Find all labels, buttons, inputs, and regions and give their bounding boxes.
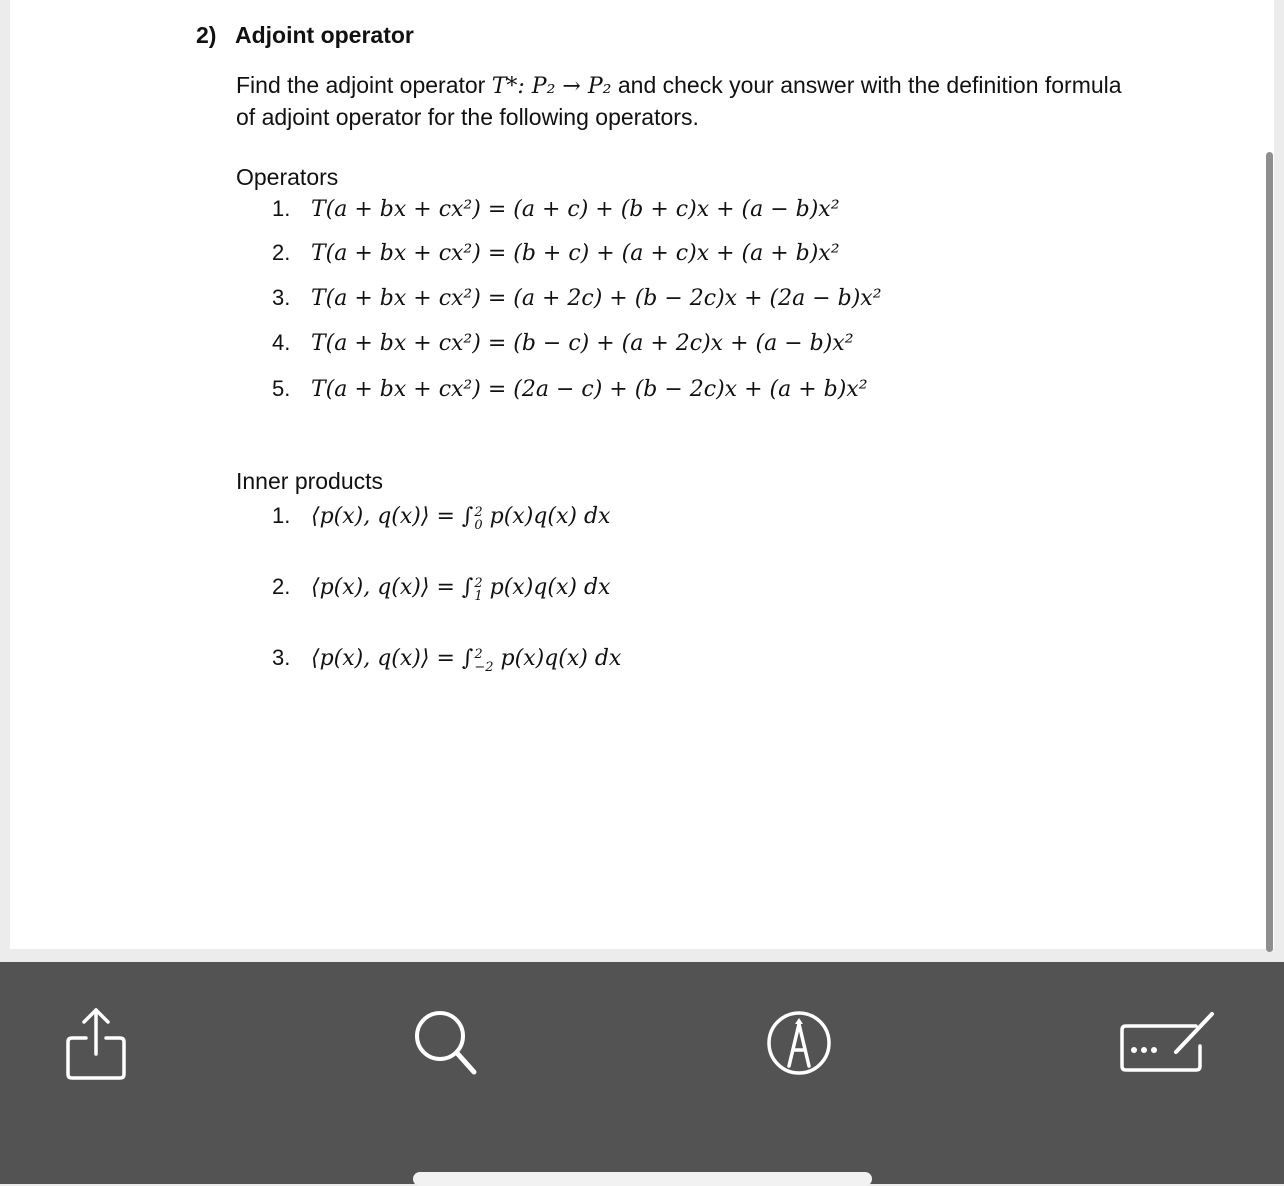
operator-expression: T(a + bx + cx²) = (2a − c) + (b − 2c)x + (a + b)x² xyxy=(311,377,868,402)
lower-limit: −2 xyxy=(474,659,494,675)
integrand: p(x)q(x) dx xyxy=(482,504,611,529)
markup-button[interactable] xyxy=(764,1008,834,1078)
lower-limit: 1 xyxy=(474,588,483,604)
item-number: 4. xyxy=(272,330,291,355)
question-intro xyxy=(236,70,1136,133)
share-button[interactable] xyxy=(62,1002,132,1082)
operator-expression: T(a + bx + cx²) = (a + 2c) + (b − 2c)x + (2a − b)x² xyxy=(311,286,882,311)
intro-text-end: and check your answer with the definition formula of adjoint operator for the following operators. xyxy=(236,72,1122,130)
search-icon xyxy=(410,1006,484,1080)
question-number: 2) xyxy=(196,22,217,48)
upper-limit: 2 xyxy=(474,575,483,591)
item-number: 1. xyxy=(272,196,291,221)
search-button[interactable] xyxy=(410,1006,484,1080)
scrollbar[interactable] xyxy=(1266,152,1273,952)
operator-item xyxy=(272,285,882,311)
document-page xyxy=(10,0,1274,949)
bottom-toolbar xyxy=(0,962,1284,1184)
operator-item xyxy=(272,376,868,402)
intro-text-start: Find the adjoint operator xyxy=(236,72,492,98)
item-number: 2. xyxy=(272,240,291,265)
edit-form-button[interactable] xyxy=(1118,1006,1218,1076)
inner-product-item xyxy=(272,645,621,674)
share-icon xyxy=(62,1002,132,1082)
item-number: 2. xyxy=(272,574,291,599)
operator-item xyxy=(272,330,854,356)
integrand: p(x)q(x) dx xyxy=(482,575,611,600)
item-number: 3. xyxy=(272,645,291,670)
inner-product-lhs: ⟨p(x), q(x)⟩ = ∫ xyxy=(311,504,474,529)
edit-form-icon xyxy=(1118,1006,1218,1076)
intro-math: T*: P₂ → P₂ xyxy=(491,74,612,99)
item-number: 3. xyxy=(272,285,291,310)
operator-expression: T(a + bx + cx²) = (a + c) + (b + c)x + (a − b)x² xyxy=(311,197,840,222)
inner-product-lhs: ⟨p(x), q(x)⟩ = ∫ xyxy=(311,575,474,600)
item-number: 1. xyxy=(272,503,291,528)
operators-label: Operators xyxy=(236,164,339,190)
question-heading xyxy=(196,22,414,49)
operator-expression: T(a + bx + cx²) = (b + c) + (a + c)x + (a + b)x² xyxy=(311,241,840,266)
integral-limits xyxy=(474,648,493,674)
lower-limit: 0 xyxy=(474,517,483,533)
integrand: p(x)q(x) dx xyxy=(493,646,622,671)
inner-product-item xyxy=(272,503,610,532)
operator-expression: T(a + bx + cx²) = (b − c) + (a + 2c)x + (a − b)x² xyxy=(311,331,854,356)
integral-limits xyxy=(474,577,482,603)
integral-limits xyxy=(474,506,482,532)
upper-limit: 2 xyxy=(474,646,483,662)
inner-products-label: Inner products xyxy=(236,468,384,494)
inner-product-lhs: ⟨p(x), q(x)⟩ = ∫ xyxy=(311,646,474,671)
operator-item xyxy=(272,240,840,266)
upper-limit: 2 xyxy=(474,504,483,520)
item-number: 5. xyxy=(272,376,291,401)
question-title: Adjoint operator xyxy=(235,22,414,48)
inner-product-item xyxy=(272,574,610,603)
operator-item xyxy=(272,196,840,222)
markup-icon xyxy=(764,1008,834,1078)
